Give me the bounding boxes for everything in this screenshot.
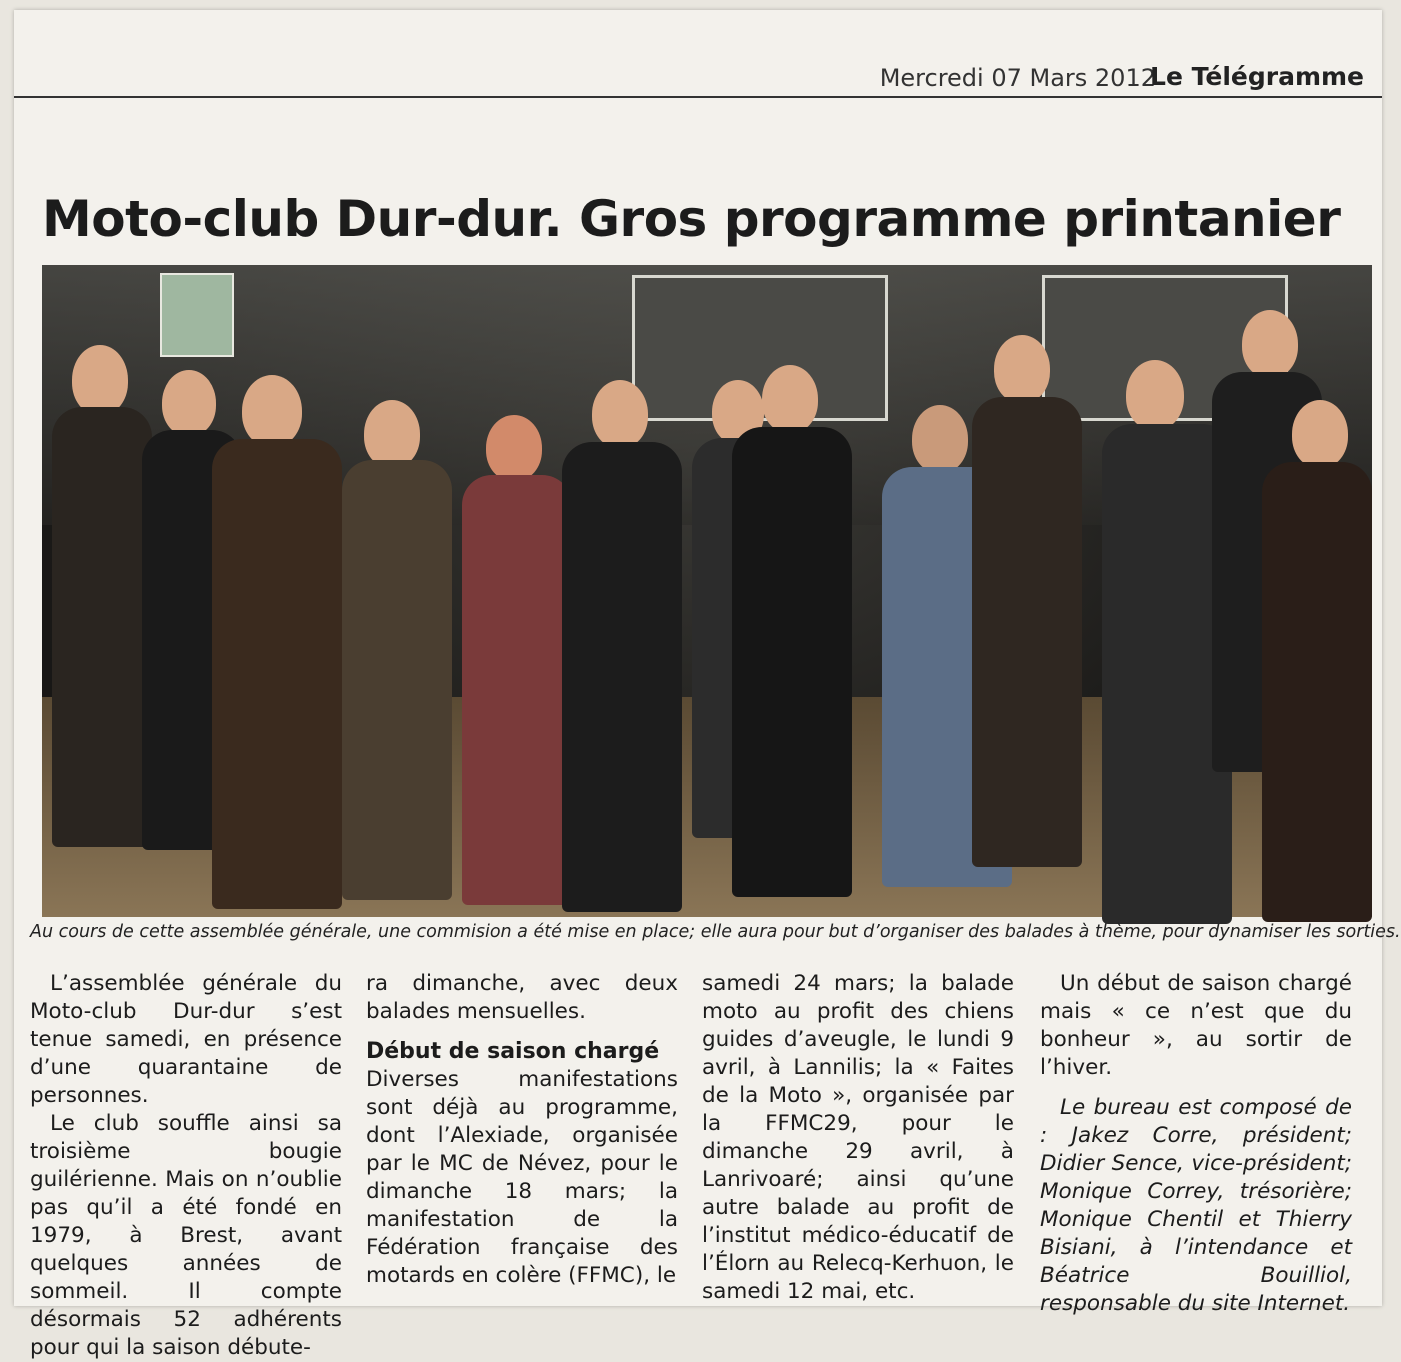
newspaper-clipping — [14, 10, 1401, 1360]
subheading: Début de saison chargé — [366, 1039, 660, 1064]
newspaper-name: Le Télégramme — [1150, 62, 1364, 91]
paragraph: samedi 24 mars; la balade moto au profit des chiens guides d’aveugle, le lundi 9 avril, à Lannilis; la « Faites de la Moto », organisée par la FFMC29, pour le dimanche 29 avril, à Lanrivoaré; ainsi qu’une autre balade au profit de l’institut médico-éducatif de l’Élorn au Relecq-Kerhuon, le samedi 12 mai, etc. — [702, 971, 1014, 1304]
paragraph: Diverses manifestations sont déjà au programme, dont l’Alexiade, organisée par le MC de Névez, pour le dimanche 18 mars; la manifestation de la Fédération française des motards en colère (FFMC), le — [366, 1067, 678, 1288]
column-2 — [366, 970, 678, 1290]
paragraph-board-members: Le bureau est composé de : Jakez Corre, président; Didier Sence, vice-président; Monique Correy, trésorière; Monique Chentil et Thierry Bisiani, à l’intendance et Béatrice Bouilliol, responsable du site Internet. — [1040, 1095, 1352, 1316]
paragraph: L’assemblée générale du Moto-club Dur-dur s’est tenue samedi, en présence d’une quarantaine de personnes. — [30, 971, 342, 1108]
article-headline: Moto-club Dur-dur. Gros programme printanier — [42, 190, 1341, 248]
column-1 — [30, 970, 342, 1362]
page-header — [14, 56, 1382, 98]
column-3 — [702, 970, 1014, 1306]
photo-caption: Au cours de cette assemblée générale, une commision a été mise en place; elle aura pour but d’organiser des balades à thème, pour dynamiser les sorties. — [30, 922, 1401, 942]
article-body — [14, 970, 1382, 1360]
group-photo — [42, 265, 1372, 917]
publication-date: Mercredi 07 Mars 2012 — [879, 64, 1156, 92]
column-4 — [1040, 970, 1352, 1318]
paragraph: Un début de saison chargé mais « ce n’est que du bonheur », au sortir de l’hiver. — [1040, 971, 1352, 1080]
paragraph: ra dimanche, avec deux balades mensuelles. — [366, 971, 678, 1024]
paragraph: Le club souffle ainsi sa troisième bougie guilérienne. Mais on n’oublie pas qu’il a été fondé en 1979, à Brest, avant quelques années de sommeil. Il compte désormais 52 adhérents pour qui la saison débute- — [30, 1111, 342, 1360]
